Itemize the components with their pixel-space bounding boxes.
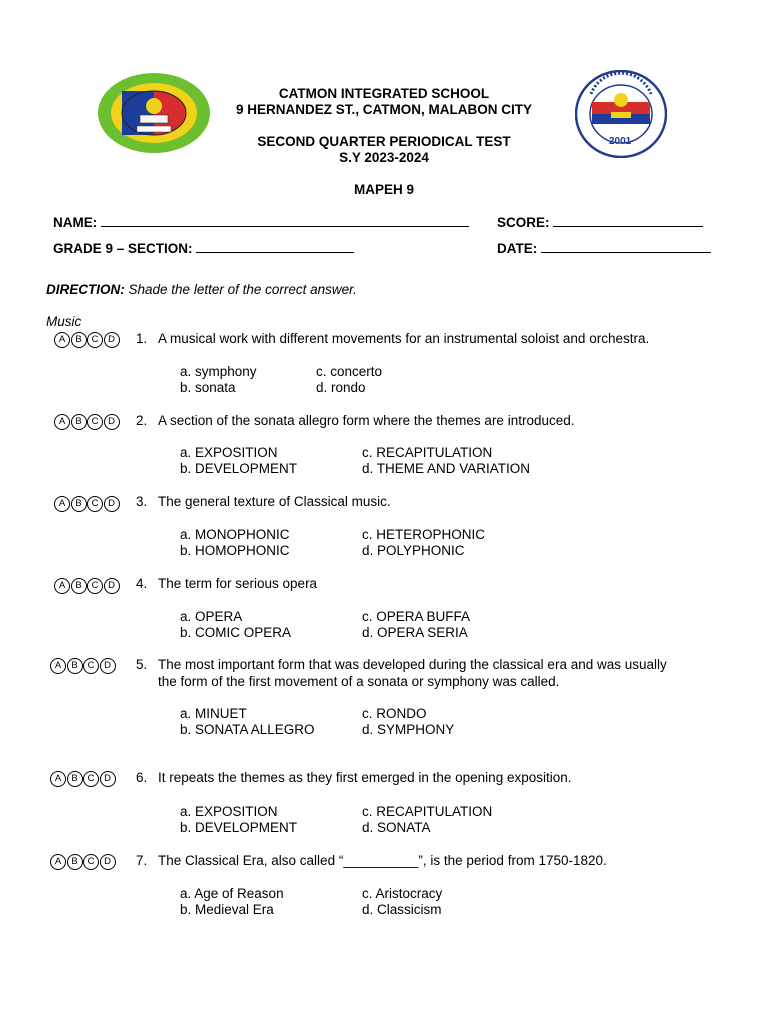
question-number: 3. bbox=[136, 494, 148, 509]
question-number: 4. bbox=[136, 576, 148, 591]
answer-option: c. OPERA BUFFA bbox=[362, 609, 471, 624]
date-label: DATE: bbox=[497, 241, 538, 256]
school-year: S.Y 2023-2024 bbox=[339, 150, 429, 165]
name-label: NAME: bbox=[53, 215, 98, 230]
bubble-b[interactable]: B bbox=[71, 496, 87, 512]
answer-option: c. RECAPITULATION bbox=[362, 804, 493, 819]
school-name: CATMON INTEGRATED SCHOOL bbox=[278, 86, 490, 101]
question-text: The most important form that was developed during the classical era and was usually bbox=[158, 657, 667, 672]
answer-bubbles[interactable] bbox=[50, 770, 116, 787]
bubble-d[interactable]: D bbox=[104, 414, 120, 430]
bubble-c[interactable]: C bbox=[83, 771, 99, 787]
answer-option: d. OPERA SERIA bbox=[362, 625, 468, 640]
bubble-b[interactable]: B bbox=[67, 658, 83, 674]
answer-option: b. HOMOPHONIC bbox=[180, 543, 290, 558]
bubble-a[interactable]: A bbox=[54, 332, 70, 348]
answer-option: c. RECAPITULATION bbox=[362, 445, 493, 460]
section-field[interactable] bbox=[53, 240, 354, 256]
answer-bubbles[interactable] bbox=[54, 413, 120, 430]
answer-bubbles[interactable] bbox=[50, 853, 116, 870]
bubble-b[interactable]: B bbox=[67, 771, 83, 787]
answer-option: c. RONDO bbox=[362, 706, 427, 721]
bubble-c[interactable]: C bbox=[83, 854, 99, 870]
question-text: A section of the sonata allegro form where the themes are introduced. bbox=[158, 413, 575, 428]
bubble-a[interactable]: A bbox=[50, 658, 66, 674]
name-field[interactable] bbox=[53, 214, 469, 230]
answer-option: a. OPERA bbox=[180, 609, 243, 624]
bubble-b[interactable]: B bbox=[71, 332, 87, 348]
question-text: The general texture of Classical music. bbox=[158, 494, 391, 509]
bubble-c[interactable]: C bbox=[87, 496, 103, 512]
answer-option: c. HETEROPHONIC bbox=[362, 527, 486, 542]
bubble-d[interactable]: D bbox=[100, 771, 116, 787]
answer-option: d. POLYPHONIC bbox=[362, 543, 465, 558]
score-field[interactable] bbox=[497, 214, 703, 230]
answer-option: c. concerto bbox=[316, 364, 383, 379]
bubble-b[interactable]: B bbox=[71, 414, 87, 430]
section-blank[interactable] bbox=[196, 240, 354, 253]
answer-option: d. rondo bbox=[316, 380, 366, 395]
bubble-d[interactable]: D bbox=[104, 496, 120, 512]
bubble-a[interactable]: A bbox=[50, 854, 66, 870]
answer-option: a. MINUET bbox=[180, 706, 247, 721]
bubble-a[interactable]: A bbox=[54, 496, 70, 512]
section-label: GRADE 9 – SECTION: bbox=[53, 241, 193, 256]
bubble-a[interactable]: A bbox=[50, 771, 66, 787]
question-number: 2. bbox=[136, 413, 148, 428]
question-text: It repeats the themes as they first emerged in the opening exposition. bbox=[158, 770, 572, 785]
bubble-c[interactable]: C bbox=[83, 658, 99, 674]
answer-bubbles[interactable] bbox=[50, 657, 116, 674]
question-number: 6. bbox=[136, 770, 148, 785]
bubble-d[interactable]: D bbox=[100, 854, 116, 870]
answer-option: b. DEVELOPMENT bbox=[180, 461, 298, 476]
direction-label: DIRECTION: bbox=[46, 282, 125, 297]
bubble-b[interactable]: B bbox=[67, 854, 83, 870]
bubble-c[interactable]: C bbox=[87, 414, 103, 430]
answer-option: b. COMIC OPERA bbox=[180, 625, 292, 640]
score-label: SCORE: bbox=[497, 215, 550, 230]
answer-option: a. symphony bbox=[180, 364, 257, 379]
direction-text: Shade the letter of the correct answer. bbox=[128, 282, 357, 297]
question-text-cont: the form of the first movement of a sonata or symphony was called. bbox=[158, 674, 560, 689]
bubble-d[interactable]: D bbox=[104, 332, 120, 348]
answer-option: a. EXPOSITION bbox=[180, 445, 278, 460]
question-number: 7. bbox=[136, 853, 148, 868]
answer-option: a. Age of Reason bbox=[180, 886, 284, 901]
answer-bubbles[interactable] bbox=[54, 495, 120, 512]
answer-bubbles[interactable] bbox=[54, 331, 120, 348]
answer-option: d. Classicism bbox=[362, 902, 442, 917]
answer-option: d. SYMPHONY bbox=[362, 722, 455, 737]
answer-option: a. MONOPHONIC bbox=[180, 527, 290, 542]
answer-option: b. sonata bbox=[180, 380, 236, 395]
test-title: SECOND QUARTER PERIODICAL TEST bbox=[257, 134, 511, 149]
bubble-b[interactable]: B bbox=[71, 578, 87, 594]
bubble-a[interactable]: A bbox=[54, 578, 70, 594]
answer-option: d. SONATA bbox=[362, 820, 431, 835]
answer-option: b. DEVELOPMENT bbox=[180, 820, 298, 835]
bubble-d[interactable]: D bbox=[104, 578, 120, 594]
answer-bubbles[interactable] bbox=[54, 577, 120, 594]
answer-option: b. SONATA ALLEGRO bbox=[180, 722, 315, 737]
bubble-d[interactable]: D bbox=[100, 658, 116, 674]
answer-option: d. THEME AND VARIATION bbox=[362, 461, 531, 476]
answer-option: b. Medieval Era bbox=[180, 902, 274, 917]
seal-year: 2001 bbox=[609, 136, 632, 147]
bubble-a[interactable]: A bbox=[54, 414, 70, 430]
date-field[interactable] bbox=[497, 240, 711, 256]
answer-option: c. Aristocracy bbox=[362, 886, 443, 901]
subject-title: MAPEH 9 bbox=[353, 182, 414, 197]
question-number: 5. bbox=[136, 657, 148, 672]
answer-option: a. EXPOSITION bbox=[180, 804, 278, 819]
question-text: The Classical Era, also called “__________”, is the period from 1750-1820. bbox=[158, 853, 607, 868]
name-blank[interactable] bbox=[101, 214, 469, 227]
score-blank[interactable] bbox=[553, 214, 703, 227]
question-number: 1. bbox=[136, 331, 148, 346]
section-heading: Music bbox=[46, 314, 82, 329]
question-text: The term for serious opera bbox=[158, 576, 318, 591]
date-blank[interactable] bbox=[541, 240, 711, 253]
bubble-c[interactable]: C bbox=[87, 578, 103, 594]
school-address: 9 HERNANDEZ ST., CATMON, MALABON CITY bbox=[236, 102, 532, 117]
question-text: A musical work with different movements for an instrumental soloist and orchestra. bbox=[158, 331, 650, 346]
direction bbox=[46, 282, 357, 297]
bubble-c[interactable]: C bbox=[87, 332, 103, 348]
